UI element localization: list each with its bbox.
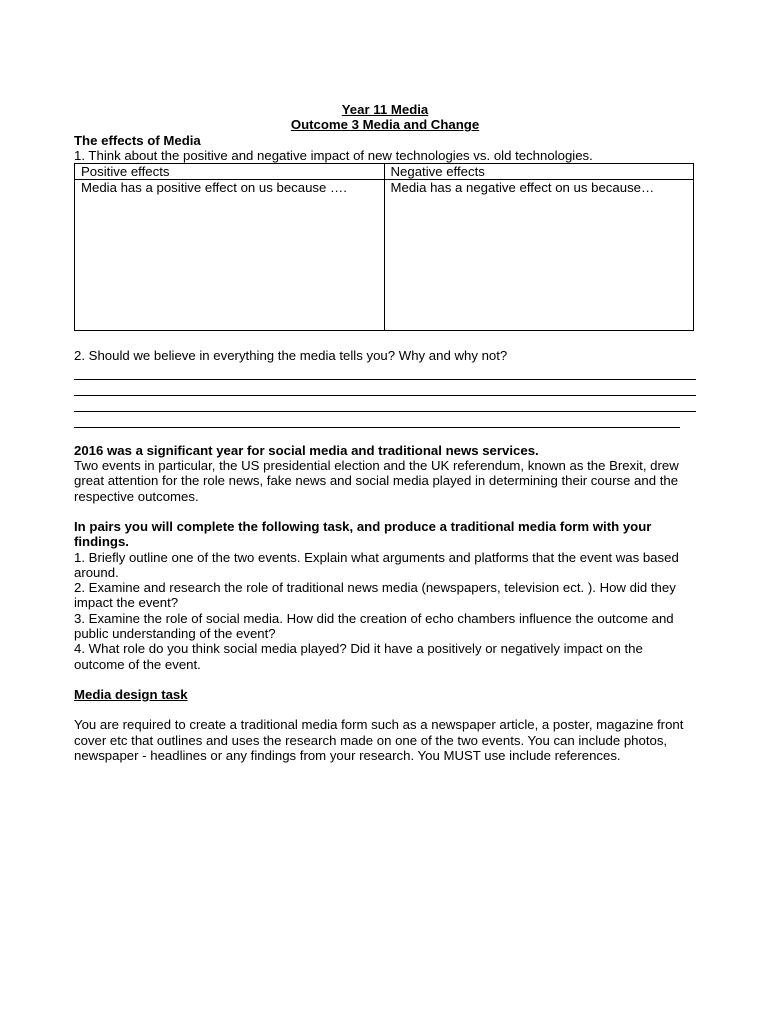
page-title: Year 11 Media [341,102,429,117]
page-subtitle: Outcome 3 Media and Change [290,117,480,133]
paragraph-2016: Two events in particular, the US presidential election and the UK referendum, known as the Brexit, drew great attention for the role news, fake news and social media played in determining their course and the respective outcomes. [74,458,679,504]
answer-line[interactable] [74,396,696,412]
answer-line[interactable] [74,412,680,428]
paragraph-design-task: You are required to create a traditional media form such as a newspaper article, a poster, magazine front cover etc that outlines and uses the research made on one of the two events. You can include photos, newspaper - headlines or any findings from your research. You MUST use include references. [74,717,684,763]
positive-effects-header: Positive effects [75,164,385,180]
answer-lines[interactable] [74,364,696,428]
question-2: 2. Should we believe in everything the media tells you? Why and why not? [74,348,508,364]
effects-table [74,163,694,331]
worksheet-page [74,102,696,763]
task-item: 1. Briefly outline one of the two events. Explain what arguments and platforms that the event was based around. [74,549,679,580]
answer-line[interactable] [74,364,696,380]
section-heading-effects: The effects of Media [74,132,201,148]
question-1: 1. Think about the positive and negative impact of new technologies vs. old technologies. [74,147,593,163]
task-item: 4. What role do you think social media played? Did it have a positively or negatively impact on the outcome of the event. [74,641,643,672]
section-heading-design-task: Media design task [74,686,188,702]
section-heading-2016: 2016 was a significant year for social media and traditional news services. [74,442,539,458]
section-heading-pairs-task: In pairs you will complete the following task, and produce a traditional media form with your findings. [74,518,652,550]
positive-effects-cell[interactable]: Media has a positive effect on us because …. [75,180,385,331]
task-item: 3. Examine the role of social media. How did the creation of echo chambers influence the outcome and public understanding of the event? [74,610,674,642]
negative-effects-header: Negative effects [384,164,694,180]
negative-effects-cell[interactable]: Media has a negative effect on us because… [384,180,694,331]
answer-line[interactable] [74,380,696,396]
task-item: 2. Examine and research the role of traditional news media (newspapers, television ect. ). How did they impact the event? [74,580,676,611]
